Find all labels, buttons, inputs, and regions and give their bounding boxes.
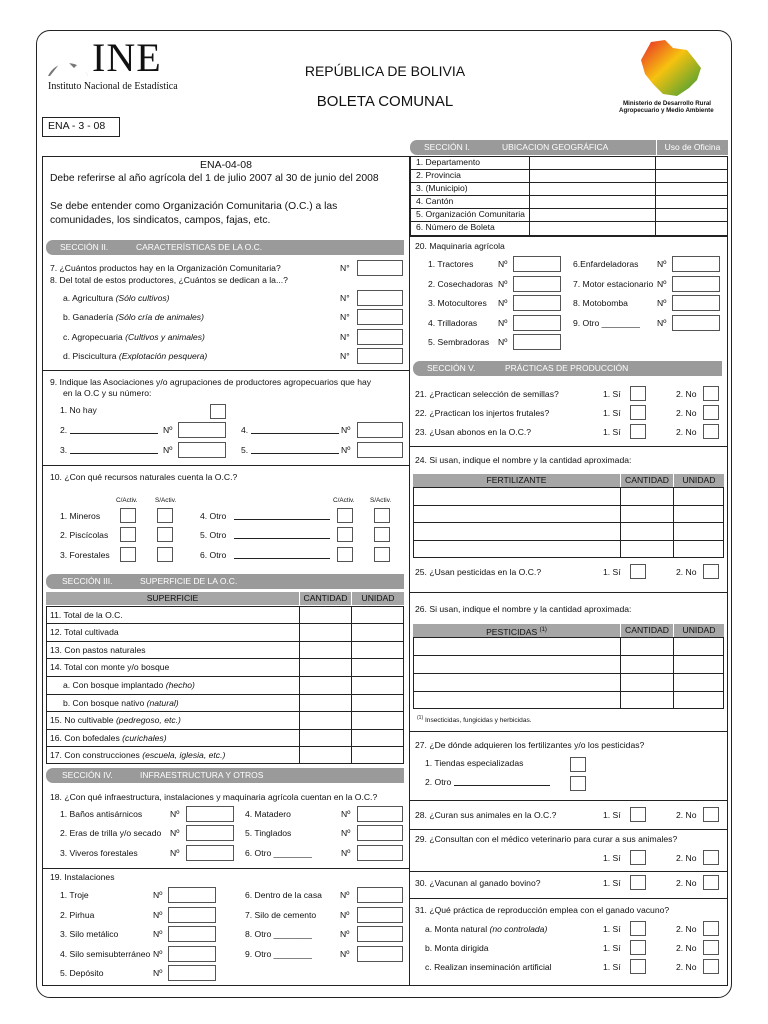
- ine-wordmark: INE: [92, 35, 162, 80]
- q10-r2-sact[interactable]: [157, 527, 173, 542]
- q18-4-no: Nº: [341, 809, 351, 819]
- q10-r4-sact[interactable]: [374, 508, 390, 523]
- q10-label: 10. ¿Con qué recursos naturales cuenta la O.C.?: [50, 472, 238, 482]
- form-code: ENA - 3 - 08: [48, 120, 106, 132]
- q31b-si: 1. Sí: [603, 943, 621, 953]
- q19-1-no: Nº: [153, 890, 163, 900]
- sup-r12: 12. Total cultivada: [50, 627, 119, 637]
- q21-si: 1. Sí: [603, 389, 621, 399]
- q26-label: 26. Si usan, indique el nombre y la cantidad aproximada:: [415, 604, 632, 614]
- q20-m2-no: Nº: [498, 279, 508, 289]
- ministry-line-2: Agropecuario y Medio Ambiente: [619, 107, 714, 114]
- q10-r3-label: 3. Forestales: [60, 550, 110, 560]
- q10-r4-label: 4. Otro: [200, 511, 227, 521]
- q30-si: 1. Sí: [603, 878, 621, 888]
- q20-m2: 2. Cosechadoras: [428, 279, 493, 289]
- section-3-name: SUPERFICIE DE LA O.C.: [140, 576, 238, 586]
- q30-si-box[interactable]: [630, 875, 646, 890]
- q31c-si: 1. Sí: [603, 962, 621, 972]
- fert-unid-header: UNIDAD: [674, 474, 724, 487]
- ine-logo: [44, 35, 194, 96]
- sup-r13: 13. Con pastos naturales: [50, 645, 146, 655]
- q20-m9-no: Nº: [657, 318, 667, 328]
- q20-m5-no: Nº: [498, 337, 508, 347]
- q27-2-line[interactable]: [454, 785, 550, 786]
- q9-1-checkbox[interactable]: [210, 404, 226, 419]
- q9-5-label: 5.: [241, 445, 249, 455]
- q20-m4-input[interactable]: [513, 315, 561, 331]
- q18-3-input[interactable]: [186, 845, 234, 861]
- q19-1: 1. Troje: [60, 890, 89, 900]
- q19-2: 2. Pirhua: [60, 910, 95, 920]
- q10-r6-line[interactable]: [234, 558, 330, 559]
- q9-2-input[interactable]: [178, 422, 226, 438]
- ministry-line-1: Ministerio de Desarrollo Rural: [623, 100, 712, 107]
- q19-3-input[interactable]: [168, 926, 216, 942]
- q9-2-no: Nº: [163, 425, 173, 435]
- q23-no-box[interactable]: [703, 424, 719, 439]
- q27-2-box[interactable]: [570, 776, 586, 791]
- q9-label-a: 9. Indique las Asociaciones y/o agrupaciones de productores agropecuarios que hay: [50, 377, 372, 387]
- q20-m3-input[interactable]: [513, 295, 561, 311]
- q27-1-box[interactable]: [570, 757, 586, 772]
- q10-r1-sact[interactable]: [157, 508, 173, 523]
- q8a-label: a. Agricultura (Sólo cultivos): [63, 293, 170, 303]
- q23-si-box[interactable]: [630, 424, 646, 439]
- q27-1: 1. Tiendas especializadas: [425, 758, 524, 768]
- sup-r14b: b. Con bosque nativo (natural): [63, 698, 179, 708]
- q18-2: 2. Eras de trilla y/o secado: [60, 828, 162, 838]
- q19-6-no: Nº: [340, 890, 350, 900]
- q19-5-no: Nº: [153, 968, 163, 978]
- q10-r5-label: 5. Otro: [200, 530, 227, 540]
- section-5-label: SECCIÓN V.: [427, 363, 476, 373]
- q20-m1-no: Nº: [498, 259, 508, 269]
- sec1-input-org[interactable]: [530, 209, 654, 221]
- sup-cant-header: CANTIDAD: [300, 592, 351, 605]
- q10-r6-label: 6. Otro: [200, 550, 227, 560]
- q8c-input[interactable]: [357, 329, 403, 345]
- sup-r15: 15. No cultivable (pedregoso, etc.): [50, 715, 181, 725]
- q20-label: 20. Maquinaria agrícola: [415, 241, 505, 251]
- q18-6: 6. Otro ________: [245, 848, 312, 858]
- q22-no: 2. No: [676, 408, 697, 418]
- bolivia-map-icon: [637, 38, 707, 100]
- section-5-header: [413, 361, 722, 376]
- sup-unid-header: UNIDAD: [352, 592, 404, 605]
- q9-3-label: 3.: [60, 445, 68, 455]
- q20-m6-input[interactable]: [672, 256, 720, 272]
- sec1-row-provincia: 2. Provincia: [416, 170, 461, 180]
- q22-si-box[interactable]: [630, 405, 646, 420]
- pest-cant-header: CANTIDAD: [621, 624, 673, 637]
- sec1-input-canton[interactable]: [530, 196, 654, 208]
- q18-6-input[interactable]: [357, 845, 403, 861]
- q10-r4-line[interactable]: [234, 519, 330, 520]
- q27-2: 2. Otro: [425, 777, 452, 787]
- q29-si-box[interactable]: [630, 850, 646, 865]
- intro-line-1: Debe referirse al año agrícola del 1 de julio 2007 al 30 de junio del 2008: [50, 173, 379, 184]
- q19-8: 8. Otro ________: [245, 929, 312, 939]
- q28-si-box[interactable]: [630, 807, 646, 822]
- q29-no: 2. No: [676, 853, 697, 863]
- q10-r6-cact[interactable]: [337, 547, 353, 562]
- section-4-name: INFRAESTRUCTURA Y OTROS: [140, 770, 264, 780]
- q19-6: 6. Dentro de la casa: [245, 890, 322, 900]
- q30-label: 30. ¿Vacunan al ganado bovino?: [415, 878, 541, 888]
- q19-9-input[interactable]: [357, 946, 403, 962]
- q19-3-no: Nº: [153, 929, 163, 939]
- sec1-row-municipio: 3. (Municipio): [416, 183, 468, 193]
- q19-2-input[interactable]: [168, 907, 216, 923]
- q10-r2-cact[interactable]: [120, 527, 136, 542]
- intro-line-2: Se debe entender como Organización Comunitaria (O.C.) a las: [50, 201, 338, 212]
- q8d-label: d. Piscicultura (Explotación pesquera): [63, 351, 208, 361]
- q24-label: 24. Si usan, indique el nombre y la cantidad aproximada:: [415, 455, 632, 465]
- q29-label: 29. ¿Consultan con el médico veterinario para curar a sus animales?: [415, 834, 678, 844]
- section-4-header: [46, 768, 404, 783]
- q22-no-box[interactable]: [703, 405, 719, 420]
- q25-si-box[interactable]: [630, 564, 646, 579]
- q19-3: 3. Silo metálico: [60, 929, 119, 939]
- q19-9: 9. Otro ________: [245, 949, 312, 959]
- q29-no-box[interactable]: [703, 850, 719, 865]
- q30-no-box[interactable]: [703, 875, 719, 890]
- q18-3-no: Nº: [170, 848, 180, 858]
- sup-r14a: a. Con bosque implantado (hecho): [63, 680, 195, 690]
- section-2-header: [46, 240, 404, 255]
- q25-no: 2. No: [676, 567, 697, 577]
- form-title: BOLETA COMUNAL: [316, 93, 454, 110]
- q20-m5: 5. Sembradoras: [428, 337, 490, 347]
- q9-5-no: Nº: [341, 445, 351, 455]
- q8b-no: N°: [340, 312, 350, 322]
- fert-cant-header: CANTIDAD: [621, 474, 673, 487]
- sup-r16: 16. Con bofedales (curichales): [50, 733, 167, 743]
- q10-sact-1: S/Activ.: [155, 497, 177, 504]
- q19-1-input[interactable]: [168, 887, 216, 903]
- q20-m8-input[interactable]: [672, 295, 720, 311]
- q10-r5-sact[interactable]: [374, 527, 390, 542]
- q31a-no: 2. No: [676, 924, 697, 934]
- q28-si: 1. Sí: [603, 810, 621, 820]
- q30-no: 2. No: [676, 878, 697, 888]
- sec1-row-boleta: 6. Número de Boleta: [416, 222, 495, 232]
- q20-m9: 9. Otro ________: [573, 318, 640, 328]
- q8d-no: N°: [340, 351, 350, 361]
- q25-no-box[interactable]: [703, 564, 719, 579]
- q20-m3: 3. Motocultores: [428, 298, 487, 308]
- q7-label: 7. ¿Cuántos productos hay en la Organización Comunitaria?: [50, 263, 281, 273]
- q22-label: 22. ¿Practican los injertos frutales?: [415, 408, 550, 418]
- q18-1: 1. Baños antisárnicos: [60, 809, 143, 819]
- section-3-header: [46, 574, 404, 589]
- q27-label: 27. ¿De dónde adquieren los fertilizantes y/o los pesticidas?: [415, 740, 645, 750]
- q9-2-label: 2.: [60, 425, 68, 435]
- q20-m8-no: Nº: [657, 298, 667, 308]
- pest-footnote: $^{(1)}$ Insecticidas, fungicidas y herbicidas.: [417, 715, 532, 725]
- q20-m2-input[interactable]: [513, 276, 561, 292]
- q8a-no: N°: [340, 293, 350, 303]
- sec1-row-org: 5. Organización Comunitaria: [416, 209, 525, 219]
- q19-9-no: Nº: [340, 949, 350, 959]
- sup-r11: 11. Total de la O.C.: [50, 610, 123, 620]
- section-5-name: PRÁCTICAS DE PRODUCCIÓN: [505, 363, 629, 373]
- q18-6-no: Nº: [341, 848, 351, 858]
- q20-m6: 6.Enfardeladoras: [573, 259, 639, 269]
- q18-3: 3. Viveros forestales: [60, 848, 138, 858]
- q19-8-input[interactable]: [357, 926, 403, 942]
- q18-4: 4. Matadero: [245, 809, 291, 819]
- q31c-no: 2. No: [676, 962, 697, 972]
- section-3-label: SECCIÓN III.: [62, 576, 113, 586]
- sec1-input-boleta[interactable]: [530, 222, 654, 234]
- q19-4-no: Nº: [153, 949, 163, 959]
- q20-m6-no: Nº: [657, 259, 667, 269]
- q31c-label: c. Realizan inseminación artificial: [425, 962, 552, 972]
- q18-2-input[interactable]: [186, 825, 234, 841]
- sup-r14: 14. Total con monte y/o bosque: [50, 662, 170, 672]
- q31b-no: 2. No: [676, 943, 697, 953]
- q18-5-no: Nº: [341, 828, 351, 838]
- q21-label: 21. ¿Practican selección de semillas?: [415, 389, 559, 399]
- fert-header: FERTILIZANTE: [413, 474, 620, 487]
- q23-si: 1. Sí: [603, 427, 621, 437]
- q20-m7-no: Nº: [657, 279, 667, 289]
- section-1-label: SECCIÓN I.: [424, 142, 470, 152]
- q9-1-label: 1. No hay: [60, 405, 97, 415]
- q31c-no-box[interactable]: [703, 959, 719, 974]
- q19-4: 4. Silo semisubterráneo: [60, 949, 151, 959]
- q25-label: 25. ¿Usan pesticidas en la O.C.?: [415, 567, 542, 577]
- q9-4-input[interactable]: [357, 422, 403, 438]
- q10-r1-label: 1. Mineros: [60, 511, 101, 521]
- q9-5-line[interactable]: [251, 453, 339, 454]
- q9-3-line[interactable]: [70, 453, 158, 454]
- q10-r3-cact[interactable]: [120, 547, 136, 562]
- q18-5: 5. Tinglados: [245, 828, 292, 838]
- q8c-label: c. Agropecuaria (Cultivos y animales): [63, 332, 205, 342]
- office-use-header: [656, 140, 728, 155]
- q20-m1-input[interactable]: [513, 256, 561, 272]
- q31c-si-box[interactable]: [630, 959, 646, 974]
- q19-7: 7. Silo de cemento: [245, 910, 317, 920]
- q20-m1: 1. Tractores: [428, 259, 474, 269]
- q28-label: 28. ¿Curan sus animales en la O.C.?: [415, 810, 557, 820]
- q19-2-no: Nº: [153, 910, 163, 920]
- q18-5-input[interactable]: [357, 825, 403, 841]
- q8b-label: b. Ganadería (Sólo cría de animales): [63, 312, 204, 322]
- section-1-name: UBICACION GEOGRÁFICA: [502, 142, 609, 152]
- q20-m9-input[interactable]: [672, 315, 720, 331]
- section-4-label: SECCIÓN IV.: [62, 770, 113, 780]
- q9-2-line[interactable]: [70, 433, 158, 434]
- q28-no: 2. No: [676, 810, 697, 820]
- ministry-logo: [615, 36, 735, 116]
- q10-r2-label: 2. Piscícolas: [60, 530, 109, 540]
- intro-line-3: comunidades, los sindicatos, campos, fajas, etc.: [50, 215, 271, 226]
- q21-no: 2. No: [676, 389, 697, 399]
- q18-1-input[interactable]: [186, 806, 234, 822]
- q10-r5-line[interactable]: [234, 538, 330, 539]
- q20-m4: 4. Trilladoras: [428, 318, 478, 328]
- country-title: REPÚBLICA DE BOLIVIA: [304, 63, 466, 79]
- q9-4-no: Nº: [341, 425, 351, 435]
- sup-r17: 17. Con construcciones (escuela, iglesia, etc.): [50, 750, 226, 760]
- q31a-no-box[interactable]: [703, 921, 719, 936]
- q19-5: 5. Depósito: [60, 968, 104, 978]
- q8a-input[interactable]: [357, 290, 403, 306]
- section-1-header: [410, 140, 656, 155]
- q9-4-label: 4.: [241, 425, 249, 435]
- q9-5-input[interactable]: [357, 442, 403, 458]
- q9-3-input[interactable]: [178, 442, 226, 458]
- q20-m3-no: Nº: [498, 298, 508, 308]
- q25-si: 1. Sí: [603, 567, 621, 577]
- q20-m5-input[interactable]: [513, 334, 561, 350]
- sec1-row-departamento: 1. Departamento: [416, 157, 481, 167]
- q18-2-no: Nº: [170, 828, 180, 838]
- q10-r4-cact[interactable]: [337, 508, 353, 523]
- q10-r3-sact[interactable]: [157, 547, 173, 562]
- q19-7-no: Nº: [340, 910, 350, 920]
- q10-sact-2: S/Activ.: [370, 497, 392, 504]
- ine-dome-icon: [44, 38, 92, 82]
- q8-label: 8. Del total de estos productores, ¿Cuántos se dedican a la...?: [50, 275, 288, 285]
- q19-4-input[interactable]: [168, 946, 216, 962]
- q10-cact-2: C/Activ.: [333, 497, 355, 504]
- q31a-si-box[interactable]: [630, 921, 646, 936]
- q31-label: 31. ¿Qué práctica de reproducción emplea con el ganado vacuno?: [415, 905, 670, 915]
- q28-no-box[interactable]: [703, 807, 719, 822]
- q10-cact-1: C/Activ.: [116, 497, 138, 504]
- q18-1-no: Nº: [170, 809, 180, 819]
- q23-no: 2. No: [676, 427, 697, 437]
- q20-m7: 7. Motor estacionario: [573, 279, 654, 289]
- q9-3-no: Nº: [163, 445, 173, 455]
- q20-m7-input[interactable]: [672, 276, 720, 292]
- sup-header: SUPERFICIE: [46, 592, 299, 605]
- pest-header: PESTICIDAS $^{(1)}$: [413, 624, 620, 637]
- q8c-no: N°: [340, 332, 350, 342]
- q8b-input[interactable]: [357, 309, 403, 325]
- q31a-label: a. Monta natural (no controlada): [425, 924, 548, 934]
- q20-m4-no: Nº: [498, 318, 508, 328]
- q31b-no-box[interactable]: [703, 940, 719, 955]
- q19-8-no: Nº: [340, 929, 350, 939]
- sec1-row-canton: 4. Cantón: [416, 196, 454, 206]
- q22-si: 1. Sí: [603, 408, 621, 418]
- sec1-input-provincia[interactable]: [530, 170, 654, 182]
- q29-si: 1. Sí: [603, 853, 621, 863]
- q19-label: 19. Instalaciones: [50, 872, 115, 882]
- q31a-si: 1. Sí: [603, 924, 621, 934]
- section-2-label: SECCIÓN II.: [60, 242, 109, 252]
- ine-name: Instituto Nacional de Estadística: [48, 81, 178, 92]
- sec1-input-municipio[interactable]: [530, 183, 654, 195]
- q23-label: 23. ¿Usan abonos en la O.C.?: [415, 427, 532, 437]
- q31b-si-box[interactable]: [630, 940, 646, 955]
- section-2-name: CARACTERÍSTICAS DE LA O.C.: [136, 242, 263, 252]
- q7-input[interactable]: [357, 260, 403, 276]
- q7-no: N°: [340, 263, 350, 273]
- q31b-label: b. Monta dirigida: [425, 943, 489, 953]
- pest-unid-header: UNIDAD: [674, 624, 724, 637]
- sec1-input-departamento[interactable]: [530, 157, 654, 169]
- q19-7-input[interactable]: [357, 907, 403, 923]
- q21-si-box[interactable]: [630, 386, 646, 401]
- q9-4-line[interactable]: [251, 433, 339, 434]
- q19-6-input[interactable]: [357, 887, 403, 903]
- q19-5-input[interactable]: [168, 965, 216, 981]
- q8d-input[interactable]: [357, 348, 403, 364]
- q10-r6-sact[interactable]: [374, 547, 390, 562]
- q18-label: 18. ¿Con qué infraestructura, instalaciones y maquinaria agrícola cuentan en la O.C.?: [50, 792, 378, 802]
- q9-label-b: en la O.C y su número:: [63, 388, 152, 398]
- q21-no-box[interactable]: [703, 386, 719, 401]
- intro-code: ENA-04-08: [200, 159, 252, 171]
- q20-m8: 8. Motobomba: [573, 298, 628, 308]
- q10-r1-cact[interactable]: [120, 508, 136, 523]
- office-use-label: Uso de Oficina: [664, 142, 721, 152]
- q18-4-input[interactable]: [357, 806, 403, 822]
- q10-r5-cact[interactable]: [337, 527, 353, 542]
